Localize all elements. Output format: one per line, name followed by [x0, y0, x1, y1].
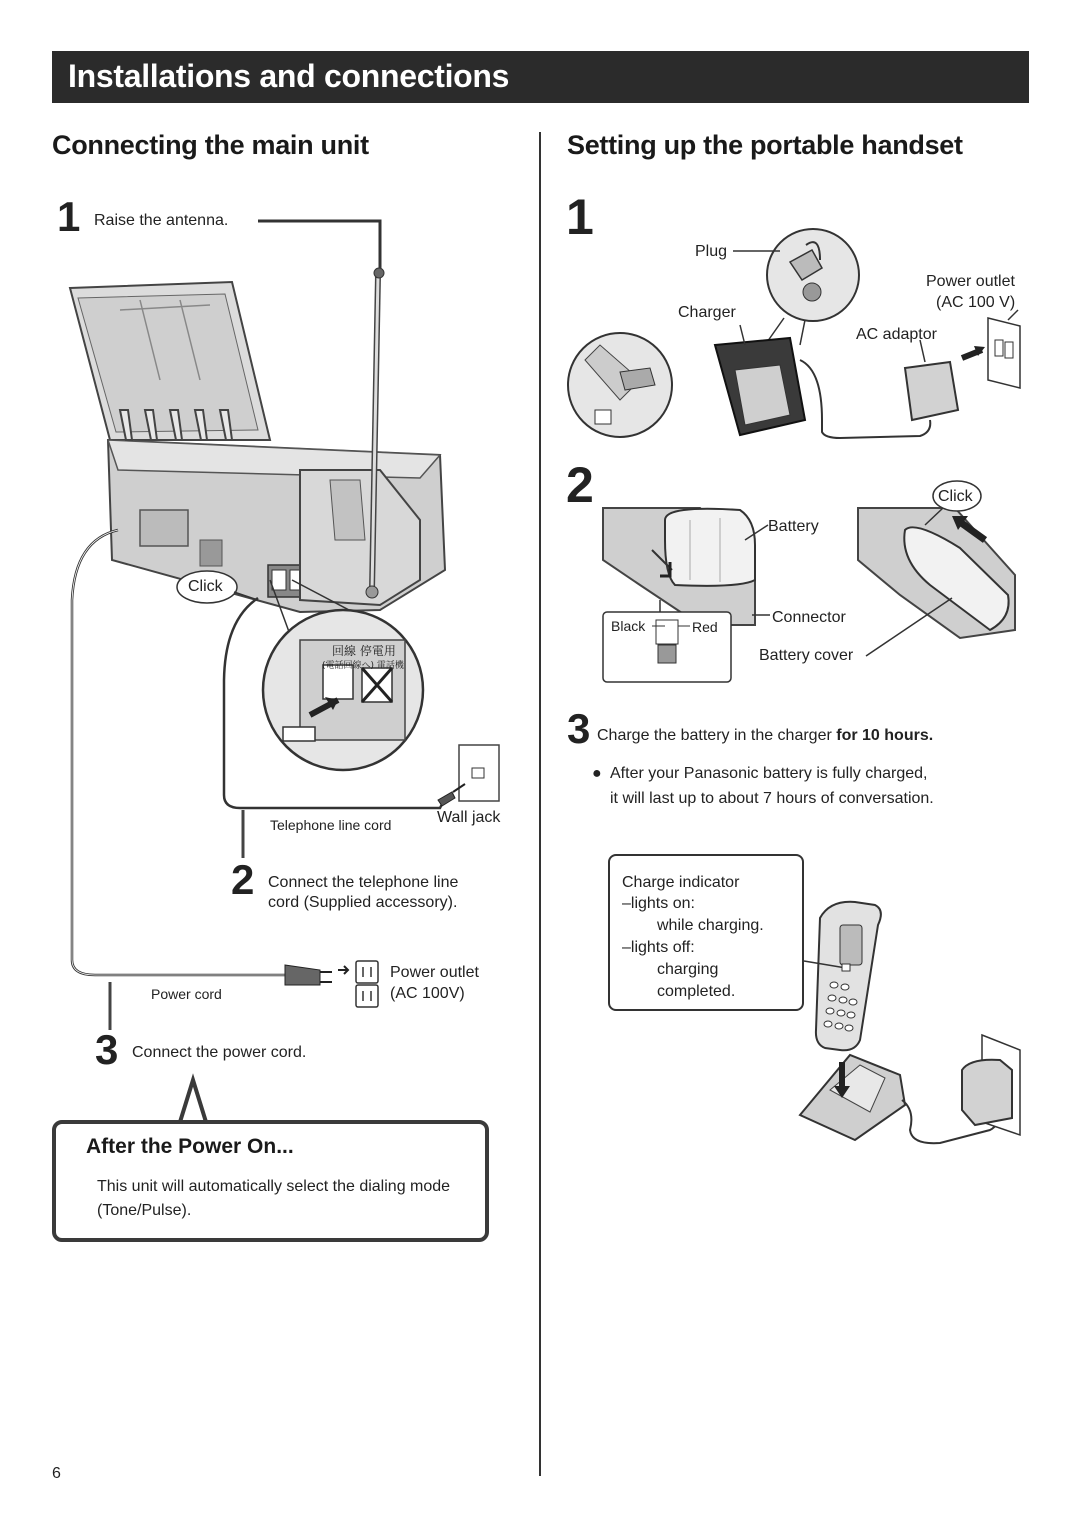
note-line2: it will last up to about 7 hours of conversation.	[610, 790, 934, 807]
handset-power-outlet-label: Power outlet	[926, 273, 1015, 290]
step-2-text-line2: cord (Supplied accessory).	[268, 894, 458, 911]
charge-indicator-title: Charge indicator	[622, 874, 740, 891]
step-number-1: 1	[57, 193, 81, 240]
red-wire-label: Red	[692, 619, 718, 635]
callout-text: This unit will automatically select the dialing mode (Tone/Pulse).	[97, 1178, 451, 1219]
page-number: 6	[52, 1465, 61, 1482]
lights-off-label: –lights off:	[622, 939, 695, 956]
lights-on-text: while charging.	[657, 917, 764, 934]
telephone-line-cord-label: Telephone line cord	[270, 817, 392, 833]
power-cord-label: Power cord	[151, 986, 222, 1002]
battery-click-label: Click	[938, 488, 973, 505]
handset-step-number-2: 2	[566, 457, 594, 513]
lights-off-text1: charging	[657, 961, 719, 978]
black-wire-label: Black	[611, 618, 646, 634]
step-number-2: 2	[231, 856, 255, 903]
power-outlet-spec: (AC 100V)	[390, 985, 465, 1002]
step-3-text: Connect the power cord.	[132, 1044, 307, 1061]
section-title-handset: Setting up the portable handset	[567, 130, 963, 160]
callout-title: After the Power On...	[86, 1135, 294, 1158]
note-bullet: ●	[592, 765, 602, 782]
step-2-text-line1: Connect the telephone line	[268, 874, 459, 891]
click-label: Click	[188, 578, 223, 595]
connector-label: Connector	[772, 609, 846, 626]
handset-step-number-3: 3	[567, 705, 591, 752]
svg-text:回線 停電用: 回線 停電用	[332, 644, 396, 658]
lights-off-text2: completed.	[657, 983, 736, 1000]
handset-step-3-text	[597, 727, 933, 745]
step-1-text: Raise the antenna.	[94, 212, 229, 229]
section-title-main-unit: Connecting the main unit	[52, 130, 369, 160]
battery-label: Battery	[768, 518, 819, 535]
charger-label: Charger	[678, 304, 736, 321]
svg-text:(電話回線へ) 電話機: (電話回線へ) 電話機	[322, 661, 404, 671]
handset-step-number-1: 1	[566, 189, 594, 245]
power-outlet-label: Power outlet	[390, 964, 479, 981]
lights-on-label: –lights on:	[622, 895, 695, 912]
note-line1: After your Panasonic battery is fully charged,	[610, 765, 928, 782]
plug-label: Plug	[695, 243, 728, 260]
handset-step-3-text-regular: Charge the battery in the charger	[597, 727, 837, 744]
handset-power-outlet-spec: (AC 100 V)	[936, 294, 1016, 311]
ac-adaptor-label: AC adaptor	[856, 326, 937, 343]
page-title: Installations and connections	[68, 58, 510, 94]
battery-cover-label: Battery cover	[759, 647, 854, 664]
step-number-3: 3	[95, 1026, 119, 1073]
handset-step-3-text-bold: for 10 hours.	[836, 727, 934, 744]
wall-jack-label: Wall jack	[437, 809, 501, 826]
